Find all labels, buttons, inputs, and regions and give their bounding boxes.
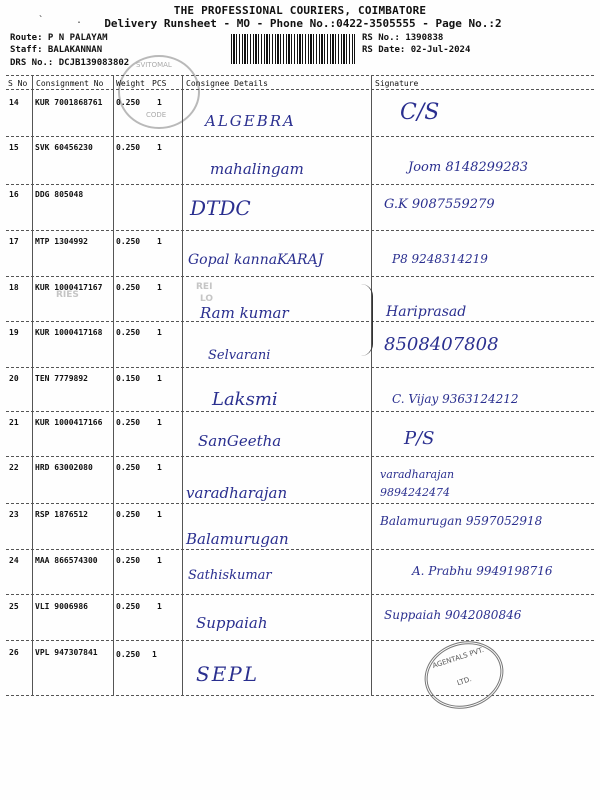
ghost-text: LO xyxy=(200,294,214,304)
row-pcs: 1 xyxy=(157,418,162,427)
table-top-rule xyxy=(6,75,594,76)
row-sno: 21 xyxy=(9,418,19,427)
consignee-name: Suppaiah xyxy=(196,614,268,632)
row-weight: 0.250 xyxy=(116,98,141,107)
row-weight: 0.250 xyxy=(116,602,141,611)
seal-text: AGENTALS PVT. xyxy=(431,645,485,671)
row-sno: 24 xyxy=(9,556,19,565)
signature: P8 9248314219 xyxy=(392,252,488,266)
signature: A. Prabhu 9949198716 xyxy=(412,564,553,578)
row-pcs: 1 xyxy=(157,556,162,565)
row-weight: 0.250 xyxy=(116,650,141,659)
courier-stamp xyxy=(118,55,200,129)
column-divider xyxy=(32,75,33,695)
row-rule xyxy=(6,411,594,412)
ghost-text: RIES xyxy=(56,290,79,300)
route-label: Route: P N PALAYAM xyxy=(10,33,108,43)
row-pcs: 1 xyxy=(157,510,162,519)
row-sno: 20 xyxy=(9,374,19,383)
signature: Hariprasad xyxy=(386,304,467,320)
row-rule xyxy=(6,549,594,550)
row-pcs: 1 xyxy=(157,463,162,472)
row-sno: 18 xyxy=(9,283,19,292)
row-rule xyxy=(6,276,594,277)
row-pcs: 1 xyxy=(157,602,162,611)
row-sno: 17 xyxy=(9,237,19,246)
row-pcs: 1 xyxy=(157,237,162,246)
row-consignment: MAA 866574300 xyxy=(35,556,98,565)
row-sno: 16 xyxy=(9,190,19,199)
row-sno: 19 xyxy=(9,328,19,337)
header-sno: S No xyxy=(8,79,28,88)
row-sno: 14 xyxy=(9,98,19,107)
signature: varadharajan 9894242474 xyxy=(380,468,455,499)
company-seal xyxy=(416,631,512,718)
row-rule xyxy=(6,456,594,457)
row-weight: 0.250 xyxy=(116,283,141,292)
row-rule xyxy=(6,367,594,368)
row-consignment: VLI 9006986 xyxy=(35,602,88,611)
consignee-name: SEPL xyxy=(196,662,260,686)
signature: C/S xyxy=(400,100,440,125)
consignee-name: Gopal kannaKARAJ xyxy=(188,252,324,268)
header-weight: Weight xyxy=(116,79,145,88)
row-weight: 0.250 xyxy=(116,510,141,519)
row-sno: 23 xyxy=(9,510,19,519)
bracket-mark xyxy=(358,284,373,356)
stamp-text: CODE xyxy=(146,111,167,119)
row-rule xyxy=(6,594,594,595)
column-divider xyxy=(371,75,372,695)
row-sno: 26 xyxy=(9,648,19,657)
stray-dot: . xyxy=(76,15,83,26)
row-rule xyxy=(6,695,594,696)
signature: 8508407808 xyxy=(384,334,499,355)
column-divider xyxy=(182,75,183,695)
seal-text: LTD. xyxy=(456,675,473,688)
row-pcs: 1 xyxy=(157,283,162,292)
barcode xyxy=(231,34,355,64)
row-consignment: KUR 1000417168 xyxy=(35,328,103,337)
stray-mark: ` xyxy=(38,15,45,26)
row-consignment: KUR 1000417167 xyxy=(35,283,103,292)
runsheet-subtitle: Delivery Runsheet - MO - Phone No.:0422-3505555 - Page No.:2 xyxy=(104,17,502,30)
consignee-name: SanGeetha xyxy=(198,432,282,450)
signature: Balamurugan 9597052918 xyxy=(380,514,543,528)
consignee-name: Selvarani xyxy=(208,348,271,363)
row-consignment: KUR 7001868761 xyxy=(35,98,103,107)
ghost-text: REI xyxy=(196,282,213,292)
row-sno: 15 xyxy=(9,143,19,152)
row-pcs: 1 xyxy=(157,374,162,383)
consignee-name: Laksmi xyxy=(212,389,278,410)
row-weight: 0.250 xyxy=(116,328,141,337)
row-rule xyxy=(6,640,594,641)
table-header-rule xyxy=(6,89,594,90)
header-signature: Signature xyxy=(375,79,419,88)
signature: C. Vijay 9363124212 xyxy=(392,392,519,406)
row-consignment: MTP 1304992 xyxy=(35,237,88,246)
row-rule xyxy=(6,321,594,322)
row-consignment: HRD 63002080 xyxy=(35,463,93,472)
signature: Suppaiah 9042080846 xyxy=(384,608,522,622)
row-consignment: SVK 60456230 xyxy=(35,143,93,152)
row-pcs: 1 xyxy=(152,650,157,659)
runsheet-title: THE PROFESSIONAL COURIERS, COIMBATORE xyxy=(173,4,427,17)
row-sno: 22 xyxy=(9,463,19,472)
row-consignment: VPL 947307841 xyxy=(35,648,98,657)
signature: G.K 9087559279 xyxy=(384,197,495,212)
row-consignment: DDG 805048 xyxy=(35,190,84,199)
consignee-name: Ram kumar xyxy=(200,304,289,322)
rs-date: RS Date: 02-Jul-2024 xyxy=(362,45,471,55)
row-weight: 0.250 xyxy=(116,418,141,427)
column-divider xyxy=(113,75,114,695)
row-rule xyxy=(6,184,594,185)
row-weight: 0.250 xyxy=(116,237,141,246)
consignee-name: ALGEBRA xyxy=(205,112,296,130)
row-rule xyxy=(6,503,594,504)
drs-number: DRS No.: DCJB139083802 xyxy=(10,58,130,68)
row-consignment: KUR 1000417166 xyxy=(35,418,103,427)
row-consignment: TEN 7779892 xyxy=(35,374,88,383)
consignee-name: varadharajan xyxy=(186,484,288,502)
row-sno: 25 xyxy=(9,602,19,611)
row-consignment: RSP 1876512 xyxy=(35,510,88,519)
header-consignment: Consignment No xyxy=(36,79,104,88)
header-consignee: Consignee Details xyxy=(186,79,268,88)
rs-number: RS No.: 1390838 xyxy=(362,33,444,43)
consignee-name: mahalingam xyxy=(210,160,304,178)
row-pcs: 1 xyxy=(157,328,162,337)
row-weight: 0.250 xyxy=(116,556,141,565)
signature: P/S xyxy=(404,428,435,449)
consignee-name: DTDC xyxy=(190,196,251,220)
consignee-name: Sathiskumar xyxy=(188,568,272,583)
row-weight: 0.150 xyxy=(116,374,141,383)
signature: Joom 8148299283 xyxy=(408,160,529,175)
row-pcs: 1 xyxy=(157,143,162,152)
consignee-name: Balamurugan xyxy=(186,530,289,548)
staff-label: Staff: BALAKANNAN xyxy=(10,45,103,55)
row-rule xyxy=(6,230,594,231)
row-weight: 0.250 xyxy=(116,143,141,152)
stamp-text: SVITOMAL xyxy=(136,61,172,69)
row-weight: 0.250 xyxy=(116,463,141,472)
row-rule xyxy=(6,136,594,137)
row-pcs: 1 xyxy=(157,98,162,107)
header-pcs: PCS xyxy=(152,79,167,88)
